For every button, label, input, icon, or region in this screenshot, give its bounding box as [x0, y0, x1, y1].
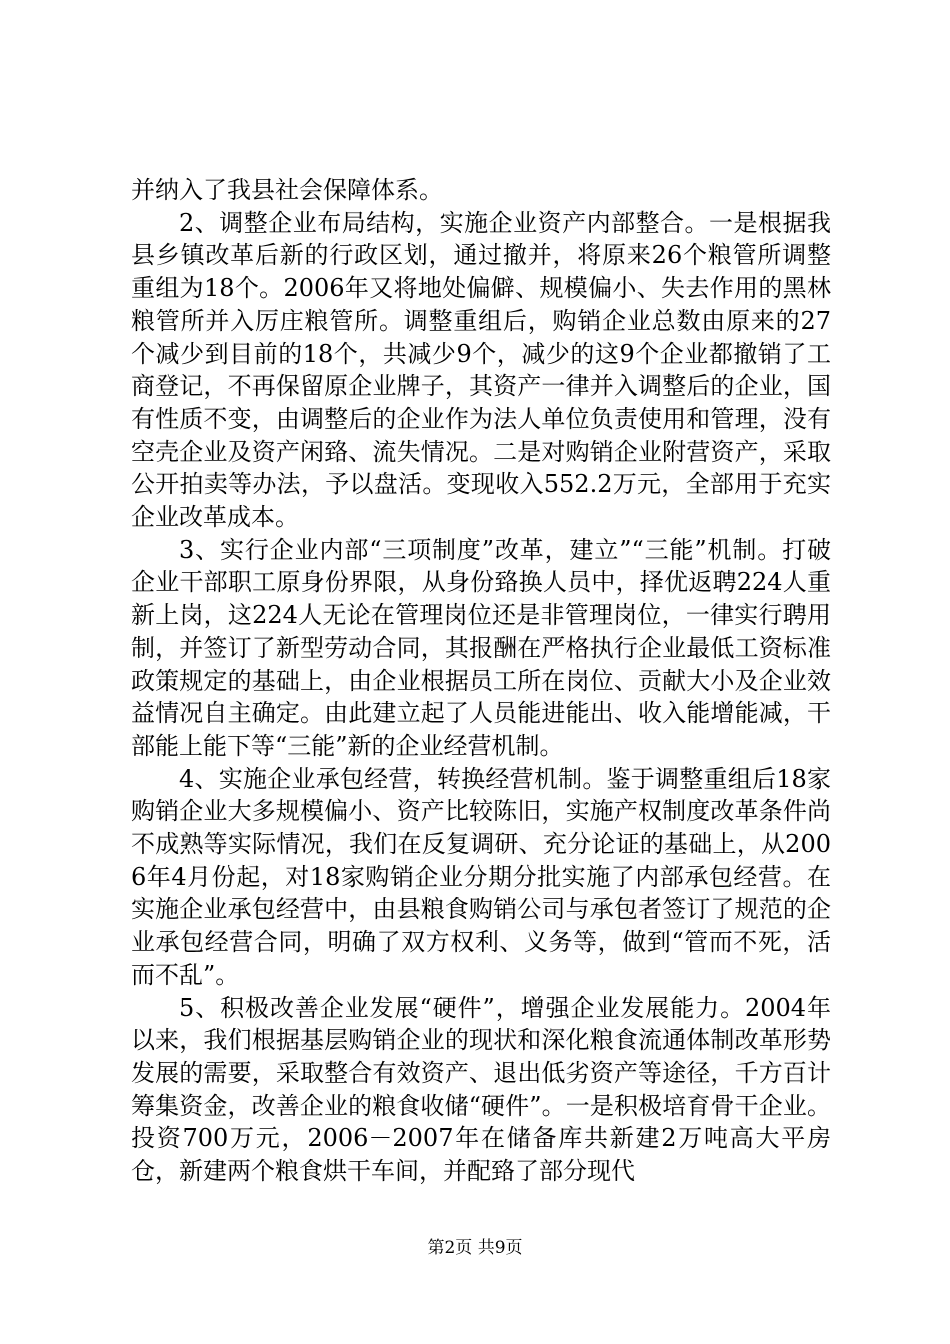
document-body [131, 174, 831, 1188]
paragraph-2: 2、调整企业布局结构，实施企业资产内部整合。一是根据我县乡镇改革后新的行政区划，通过撤并，将原来26个粮管所调整重组为18个。2006年又将地处偏僻、规模偏小、失去作用的黑林粮管所并入厉庄粮管所。调整重组后，购销企业总数由原来的27个减少到目前的18个，共减少9个，减少的这9个企业都撤销了工商登记，不再保留原企业牌子，其资产一律并入调整后的企业，国有性质不变，由调整后的企业作为法人单位负责使用和管理，没有空壳企业及资产闲臵、流失情况。二是对购销企业附营资产，采取公开拍卖等办法，予以盘活。变现收入552.2万元，全部用于充实企业改革成本。 [131, 208, 831, 532]
page-footer: 第2页 共9页 [427, 1238, 523, 1258]
paragraph-5: 5、积极改善企业发展“硬件”，增强企业发展能力。2004年以来，我们根据基层购销企业的现状和深化粮食流通体制改革形势发展的需要，采取整合有效资产、退出低劣资产等途径，千方百计筹集资金，改善企业的粮食收储“硬件”。一是积极培育骨干企业。投资700万元，2006－2007年在储备库共新建2万吨高大平房仓，新建两个粮食烘干车间，并配臵了部分现代 [131, 993, 831, 1186]
paragraph-3: 3、实行企业内部“三项制度”改革，建立”“三能”机制。打破企业干部职工原身份界限，从身份臵换人员中，择优返聘224人重新上岗，这224人无论在管理岗位还是非管理岗位，一律实行聘用制，并签订了新型劳动合同，其报酬在严格执行企业最低工资标准政策规定的基础上，由企业根据员工所在岗位、贡献大小及企业效益情况自主确定。由此建立起了人员能进能出、收入能增能减，干部能上能下等“三能”新的企业经营机制。 [131, 535, 831, 760]
paragraph-4: 4、实施企业承包经营，转换经营机制。鉴于调整重组后18家购销企业大多规模偏小、资产比较陈旧，实施产权制度改革条件尚不成熟等实际情况，我们在反复调研、充分论证的基础上，从2006年4月份起，对18家购销企业分期分批实施了内部承包经营。在实施企业承包经营中，由县粮食购销公司与承包者签订了规范的企业承包经营合同，明确了双方权利、义务等，做到“管而不死，活而不乱”。 [131, 764, 831, 989]
paragraph-1: 并纳入了我县社会保障体系。 [131, 176, 443, 204]
